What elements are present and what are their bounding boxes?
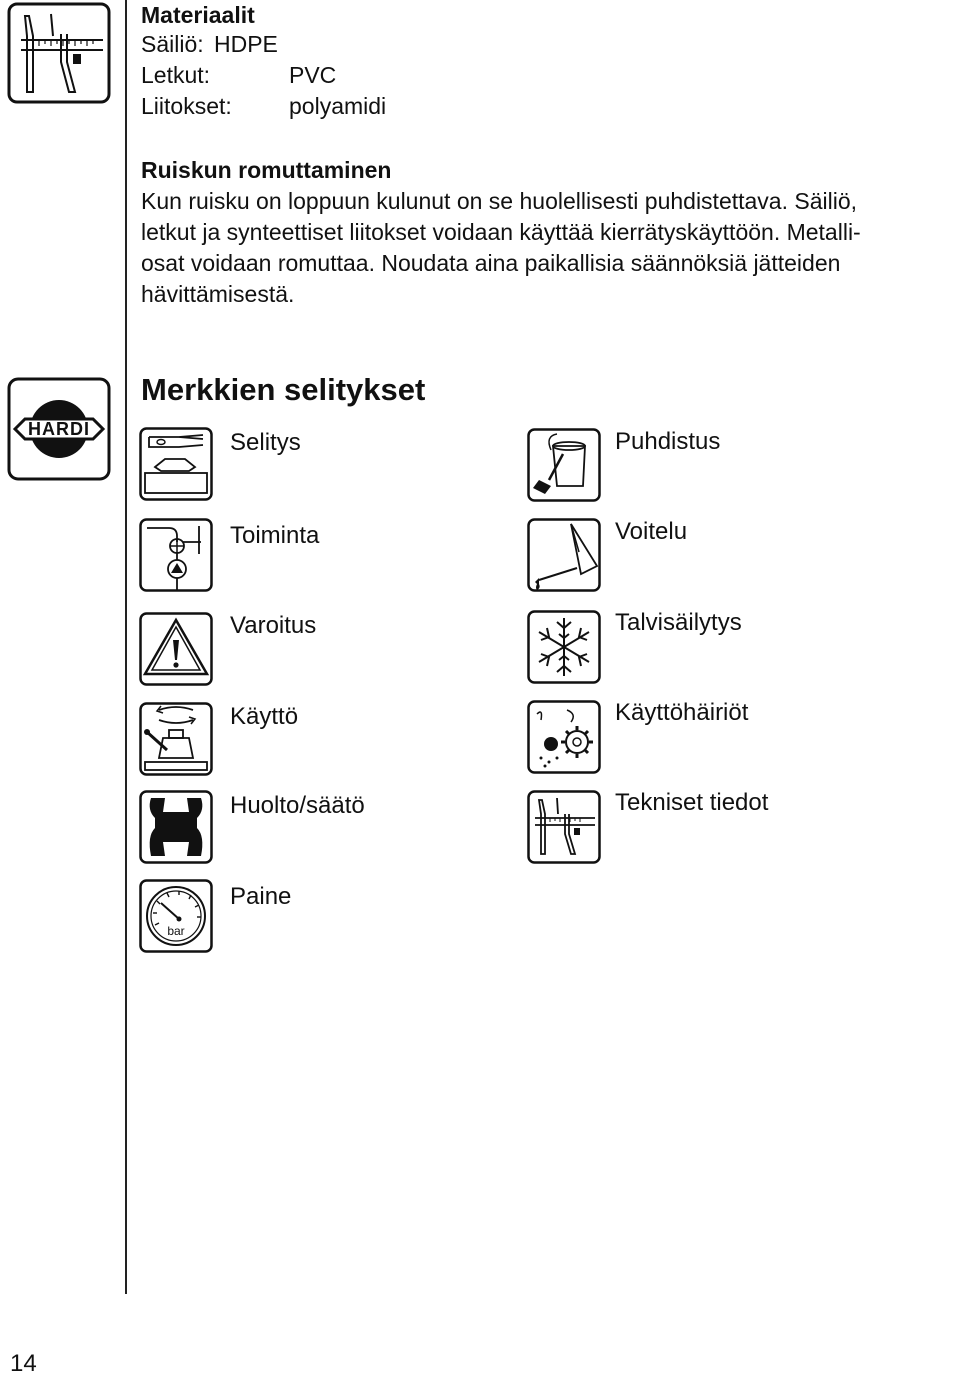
scrapping-heading: Ruiskun romuttaminen (141, 157, 392, 183)
materials-label: Liitokset: (141, 93, 232, 119)
operation-lever-icon (139, 702, 213, 776)
page-number: 14 (10, 1350, 37, 1377)
svg-text:bar: bar (167, 924, 185, 938)
legend-label-pressure: Paine (230, 883, 292, 910)
legend-label-description: Selitys (230, 429, 301, 456)
materials-value: PVC (289, 62, 337, 88)
caliper-icon (527, 790, 601, 864)
function-pump-icon (139, 518, 213, 592)
snowflake-icon (527, 610, 601, 684)
wrench-icon (139, 790, 213, 864)
materials-label: Letkut: (141, 62, 211, 88)
legend-heading: Merkkien selitykset (141, 372, 426, 407)
paragraph-line: osat voidaan romuttaa. Noudata aina paikallisia säännöksiä jätteiden (141, 250, 841, 276)
description-icon (139, 427, 213, 501)
legend-label-function: Toiminta (230, 522, 320, 549)
cleaning-bucket-icon (527, 428, 601, 502)
warning-triangle-icon (139, 612, 213, 686)
vertical-rule (125, 0, 127, 1294)
legend-label-operational-problems: Käyttöhäiriöt (615, 699, 749, 726)
faulty-gear-icon (527, 700, 601, 774)
scrapping-paragraph (141, 186, 941, 310)
hardi-logo (7, 377, 111, 481)
legend-label-maintenance: Huolto/säätö (230, 792, 365, 819)
caliper-icon (7, 2, 111, 104)
paragraph-line: Kun ruisku on loppuun kulunut on se huolellisesti puhdistettava. Säiliö, (141, 188, 858, 214)
pressure-gauge-icon (139, 879, 213, 953)
legend-label-cleaning: Puhdistus (615, 428, 721, 455)
materials-row (141, 31, 278, 58)
paragraph-line: letkut ja synteettiset liitokset voidaan käyttää kierrätyskäyttöön. Metalli- (141, 219, 861, 245)
legend-label-operation: Käyttö (230, 703, 299, 730)
materials-value: polyamidi (289, 93, 387, 119)
materials-heading: Materiaalit (141, 2, 255, 28)
materials-value: HDPE (214, 31, 278, 57)
paragraph-line: hävittämisestä. (141, 281, 295, 307)
hardi-logo-text: HARDI (28, 419, 90, 439)
materials-row (141, 62, 337, 89)
legend-label-warning: Varoitus (230, 612, 317, 639)
legend-label-lubrication: Voitelu (615, 518, 688, 545)
legend-label-winter-storage: Talvisäilytys (615, 609, 742, 636)
materials-row (141, 93, 387, 120)
oil-can-icon (527, 518, 601, 592)
materials-label: Säiliö: (141, 31, 204, 57)
legend-label-technical-data: Tekniset tiedot (615, 789, 769, 816)
